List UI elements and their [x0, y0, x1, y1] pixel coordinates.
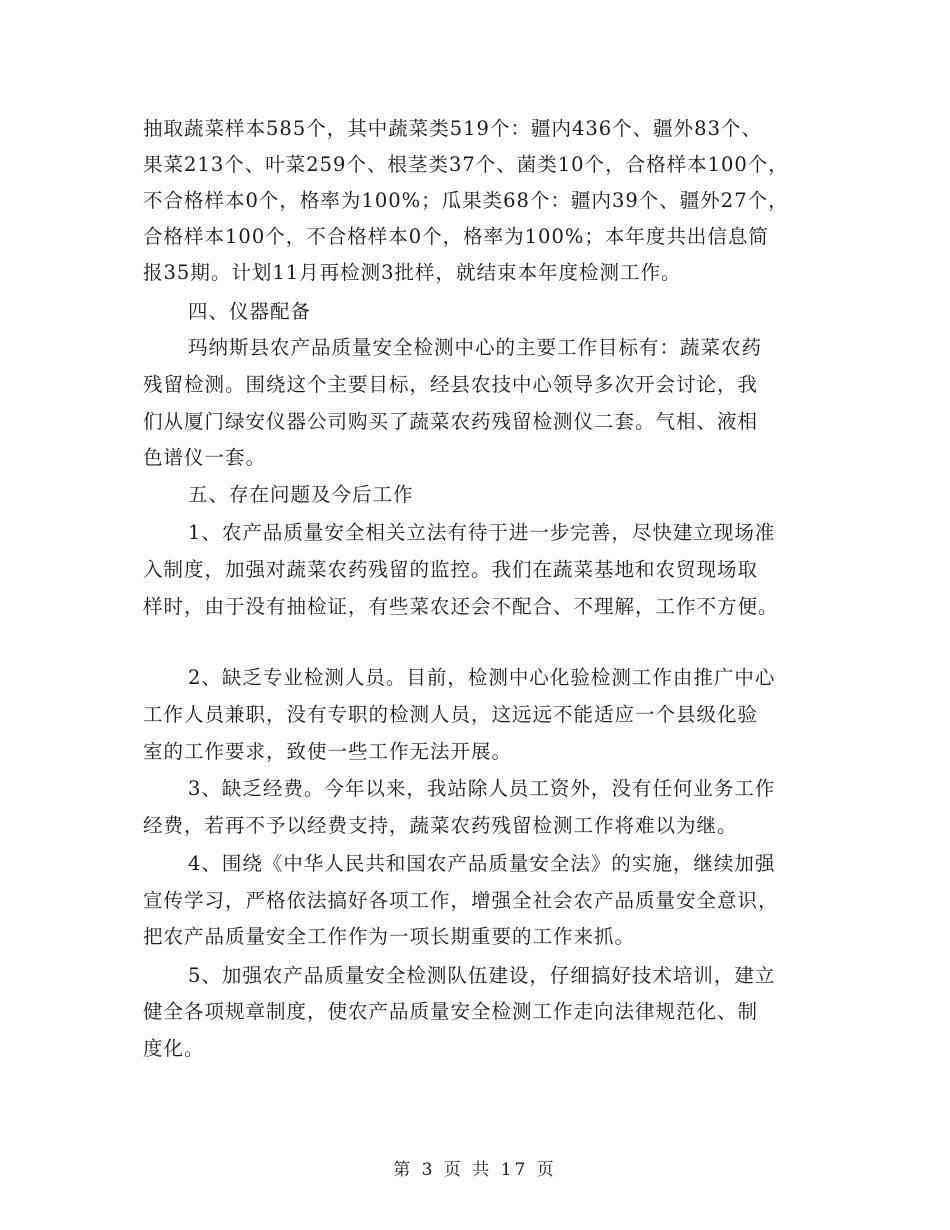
text-line: 室的工作要求，致使一些工作无法开展。: [143, 740, 513, 763]
page-number-footer: 第 3 页 共 17 页: [393, 1160, 557, 1180]
section-heading: 四、仪器配备: [188, 300, 312, 323]
text-line: 合格样本100个，不合格样本0个，格率为100%；本年度共出信息简: [143, 225, 769, 248]
paragraph-first-line: 玛纳斯县农产品质量安全检测中心的主要工作目标有：蔬菜农药: [188, 336, 763, 359]
text-line: 工作人员兼职，没有专职的检测人员，这远远不能适应一个县级化验: [143, 703, 759, 726]
text-line: 报35期。计划11月再检测3批样，就结束本年度检测工作。: [143, 261, 682, 284]
text-line: 们从厦门绿安仪器公司购买了蔬菜农药残留检测仪二套。气相、液相: [143, 410, 759, 433]
text-line: 度化。: [143, 1037, 205, 1060]
paragraph-first-line: 5、加强农产品质量安全检测队伍建设，仔细搞好技术培训，建立: [188, 964, 776, 987]
text-line: 健全各项规章制度，使农产品质量安全检测工作走向法律规范化、制: [143, 1000, 759, 1023]
paragraph-first-line: 2、缺乏专业检测人员。目前，检测中心化验检测工作由推广中心: [188, 666, 776, 689]
text-line: 果菜213个、叶菜259个、根茎类37个、菌类10个，合格样本100个，: [143, 153, 789, 176]
paragraph-first-line: 1、农产品质量安全相关立法有待于进一步完善，尽快建立现场准: [188, 521, 776, 544]
text-line: 经费，若再不予以经费支持，蔬菜农药残留检测工作将难以为继。: [143, 814, 738, 837]
text-line: 入制度，加强对蔬菜农药残留的监控。我们在蔬菜基地和农贸现场取: [143, 558, 759, 581]
text-line: 样时，由于没有抽检证，有些菜农还会不配合、不理解，工作不方便。: [143, 595, 779, 618]
paragraph-first-line: 3、缺乏经费。今年以来，我站除人员工资外，没有任何业务工作: [188, 777, 776, 800]
text-line: 不合格样本0个，格率为100%；瓜果类68个：疆内39个、疆外27个，: [143, 189, 789, 212]
text-line: 色谱仪一套。: [143, 446, 267, 469]
text-line: 宣传学习，严格依法搞好各项工作，增强全社会农产品质量安全意识，: [143, 889, 779, 912]
section-heading: 五、存在问题及今后工作: [188, 483, 414, 506]
text-line: 抽取蔬菜样本585个，其中蔬菜类519个：疆内436个、疆外83个、: [143, 117, 762, 140]
paragraph-first-line: 4、围绕《中华人民共和国农产品质量安全法》的实施，继续加强: [188, 852, 776, 875]
text-line: 残留检测。围绕这个主要目标，经县农技中心领导多次开会讨论，我: [143, 373, 759, 396]
text-line: 把农产品质量安全工作作为一项长期重要的工作来抓。: [143, 925, 636, 948]
